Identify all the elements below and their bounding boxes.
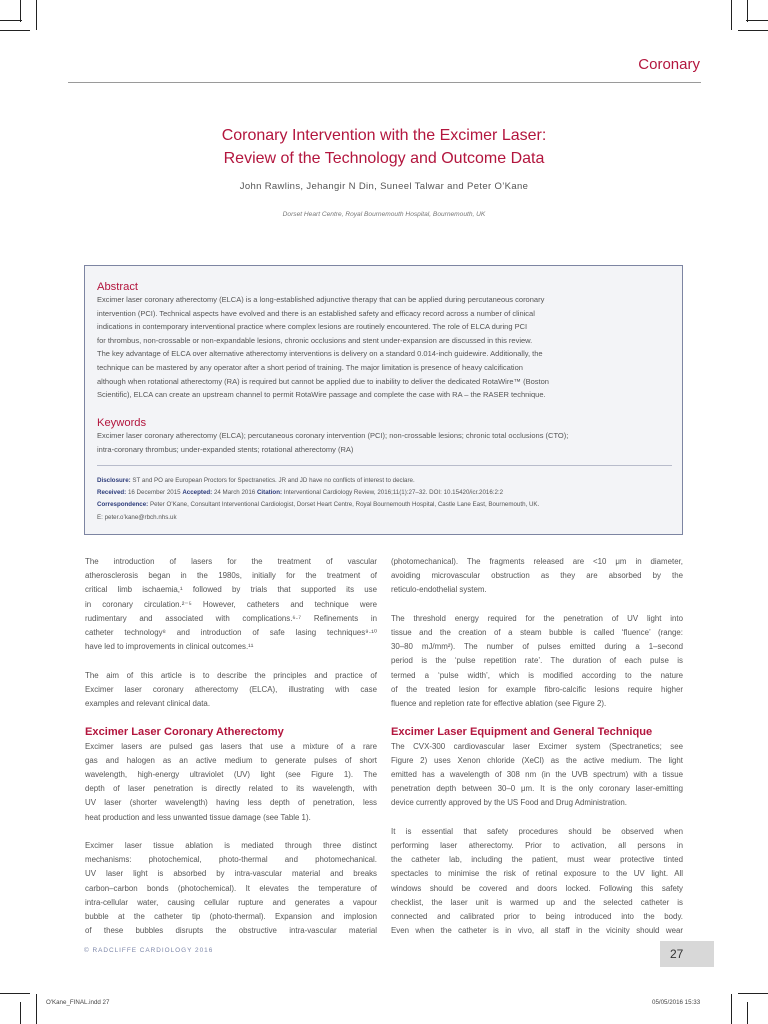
text-line: carbon–carbon bonds (photochemical). It elevates the temperature of [85,883,377,893]
abstract-line: although when rotational atherectomy (RA) is required but cannot be applied due to inability to deliver the dedicated RotaWire™ (Boston [97,376,549,386]
print-slug-file: O'Kane_FINAL.indd 27 [46,999,110,1006]
text-line: avoiding microvascular obstruction as they are absorbed by the [391,571,683,581]
text-line: Excimer laser coronary atherectomy (ELCA), illustrating with case [85,684,377,694]
text-line: It is essential that safety procedures should be observed when [391,826,683,836]
text-line: heat production and less unwanted tissue damage (see Table 1). [85,812,311,822]
copyright-notice: © RADCLIFFE CARDIOLOGY 2016 [84,947,214,954]
paragraph [85,669,377,712]
text-line: spectacles to minimise the risk of retinal exposure to the UV light. All [391,869,683,879]
received-date: 16 December 2015 [126,489,183,497]
accepted-date: 24 March 2016 [212,489,257,497]
accepted-label: Accepted: [182,489,213,497]
correspondence-label: Correspondence: [97,501,149,509]
keywords-heading: Keywords [97,417,147,429]
abstract-text [97,293,672,402]
affiliation: Dorset Heart Centre, Royal Bournemouth Hospital, Bournemouth, UK [282,211,486,218]
paragraph [391,825,683,939]
article-title [0,124,768,170]
text-line: UV laser (shorter wavelength) having less depth of penetration, less [85,798,377,808]
text-line: of the treated lesion for example fibro-calcific lesions require higher [391,684,683,694]
text-line: 30–80 mJ/mm²). The number of pulses emitted during a 1–second [391,642,683,652]
text-line: Even when the catheter is in vivo, all staff in the vicinity should wear [391,926,683,936]
paragraph [85,555,377,654]
text-line: mechanisms: photochemical, photo-thermal and photomechanical. [85,855,377,865]
text-line: tissue and the creation of a steam bubble is called ‘fluence’ (range: [391,628,683,637]
section-heading: Excimer Laser Coronary Atherectomy [85,726,284,739]
section-heading: Excimer Laser Equipment and General Technique [391,726,653,739]
text-line: emitted has a wavelength of 308 nm (in the UVB spectrum) with a tissue [391,770,683,780]
section-label: Coronary [638,56,700,73]
text-line: The introduction of lasers for the treatment of vascular [85,557,377,566]
abstract-line: Excimer laser coronary atherectomy (ELCA) is a long-established adjunctive therapy that can be applied during percutaneous coronary [97,295,545,304]
keywords-text [97,429,672,456]
text-line: windows should be covered and doors locked. Following this safety [391,883,683,893]
text-line: examples and relevant clinical data. [85,699,211,709]
disclosure [97,475,672,487]
title-line: Review of the Technology and Outcome Data [223,150,545,167]
page-number: 27 [660,941,714,967]
text-line: atherosclerosis began in the 1980s, initially for the treatment of [85,571,377,581]
email: E: peter.o’kane@rbch.nhs.uk [97,513,177,521]
correspondence [97,499,672,511]
text-line: penetration depth between 30–0 μm. It is the only coronary laser-emitting [391,784,683,794]
text-line: depth of laser penetration is directly related to its wavelength, with [85,784,377,794]
text-line: have led to improvements in clinical outcomes.¹¹ [85,642,254,652]
article-meta [97,475,672,524]
author-list: John Rawlins, Jehangir N Din, Suneel Talwar and Peter O’Kane [239,181,529,192]
text-line: of these bubbles disrupts the obstructive intra-vascular material [85,926,377,936]
abstract-heading: Abstract [97,281,139,293]
body-column-right [391,555,683,938]
text-line: reticulo-endothelial system. [391,585,487,595]
text-line: The CVX-300 cardiovascular laser Excimer system (Spectranetics; see [391,741,683,751]
received-label: Received: [97,489,127,497]
abstract-line: intervention (PCI). Technical aspects have evolved and there is an established safety and efficacy record across a number of clinical [97,308,535,318]
text-line: UV laser light is absorbed by intra-vascular material and breaks [85,869,377,879]
paragraph [85,839,377,938]
abstract-line: technique can be mastered by any operator after a short period of training. The major limitation is presence of heavy calcification [97,362,523,372]
text-line: in coronary circulation.²⁻⁵ However, catheters and technique were [85,599,377,609]
paragraph [85,740,377,825]
text-line: Excimer lasers are pulsed gas lasers that use a mixture of a rare [85,741,377,751]
text-line: catheter technology⁸ and introduction of safe lasing techniques⁹·¹⁰ [85,628,377,638]
keywords-line: Excimer laser coronary atherectomy (ELCA); percutaneous coronary intervention (PCI); non-crossable lesions; chronic total occlusions (CTO); [97,431,569,440]
text-line: intra-cellular water, causing cellular rupture and generates a vapour [85,897,377,907]
text-line: Excimer laser tissue ablation is mediated through three distinct [85,841,377,851]
text-line: bubble at the catheter tip (photo-thermal). Expansion and implosion [85,912,377,922]
text-line: (photomechanical). The fragments released are <10 μm in diameter, [391,557,683,566]
text-line: the catheter lab, including the patient, must wear protective tinted [391,855,683,865]
header-divider [68,82,701,83]
body-column-left [85,555,377,938]
text-line: critical limb ischaemia,¹ followed by trials that supported its use [85,585,377,595]
text-line: checklist, the laser unit is warmed up and the selected catheter is [391,897,683,907]
abstract-line: Scientific), ELCA can create an upstream channel to permit RotaWire passage and complete the case with RA – the RASER technique. [97,390,546,400]
abstract-line: The key advantage of ELCA over alternative atherectomy interventions is delivery on a standard 0.014-inch guidewire. Additionally, the [97,349,543,359]
text-line: Figure 2) uses Xenon chloride (XeCl) as the active medium. The light [391,755,683,765]
disclosure-text: ST and PO are European Proctors for Spectranetics. JR and JD have no conflicts of interest to declare. [130,477,415,484]
citation-label: Citation: [256,489,283,497]
text-line: rudimentary and associated with complications.⁶·⁷ Refinements in [85,613,377,623]
text-line: connected and calibrated prior to being introduced into the body. [391,912,683,922]
correspondence-text: Peter O’Kane, Consultant Interventional Cardiologist, Dorset Heart Centre, Royal Bournemouth Hospital, Castle Lane East, Bournemouth, UK. [148,501,540,509]
text-line: performing laser atherectomy. Prior to activation, all persons in [391,841,683,851]
text-line: period is the ‘pulse repetition rate’. The duration of each pulse is [391,656,683,666]
paragraph [391,740,683,811]
dates-citation [97,487,672,499]
paragraph [391,555,683,598]
citation-text: Interventional Cardiology Review, 2016;11(1):27–32. DOI: 10.15420/icr.2016:2:2 [282,489,504,497]
print-slug-date: 05/05/2016 15:33 [652,999,701,1006]
paragraph [391,612,683,711]
text-line: gas and halogen as an active medium to generate pulses of short [85,755,377,765]
abstract-box [84,265,683,535]
abstract-line: for thrombus, non-crossable or non-expandable lesions, chronic occlusions and stent under-expansion are discussed in this review. [97,335,533,345]
text-line: The threshold energy required for the penetration of UV light into [391,613,683,623]
text-line: device currently approved by the US Food and Drug Administration. [391,798,627,808]
keywords-line: intra-coronary thrombus; under-expanded stents; rotational atherectomy (RA) [97,444,354,454]
text-line: termed a ‘pulse width’, which is modified according to the nature [391,670,683,680]
abstract-line: indications in contemporary interventional practice where complex lesions are routinely encountered. The role of ELCA during PCI [97,322,528,332]
title-line: Coronary Intervention with the Excimer Laser: [221,127,547,144]
text-line: The aim of this article is to describe the principles and practice of [85,670,377,680]
disclosure-label: Disclosure: [97,477,131,484]
text-line: wavelength, high-energy ultraviolet (UV) light (see Figure 1). The [85,770,377,780]
box-divider [97,465,672,466]
text-line: fluence and repletion rate for effective ablation (see Figure 2). [391,699,607,709]
